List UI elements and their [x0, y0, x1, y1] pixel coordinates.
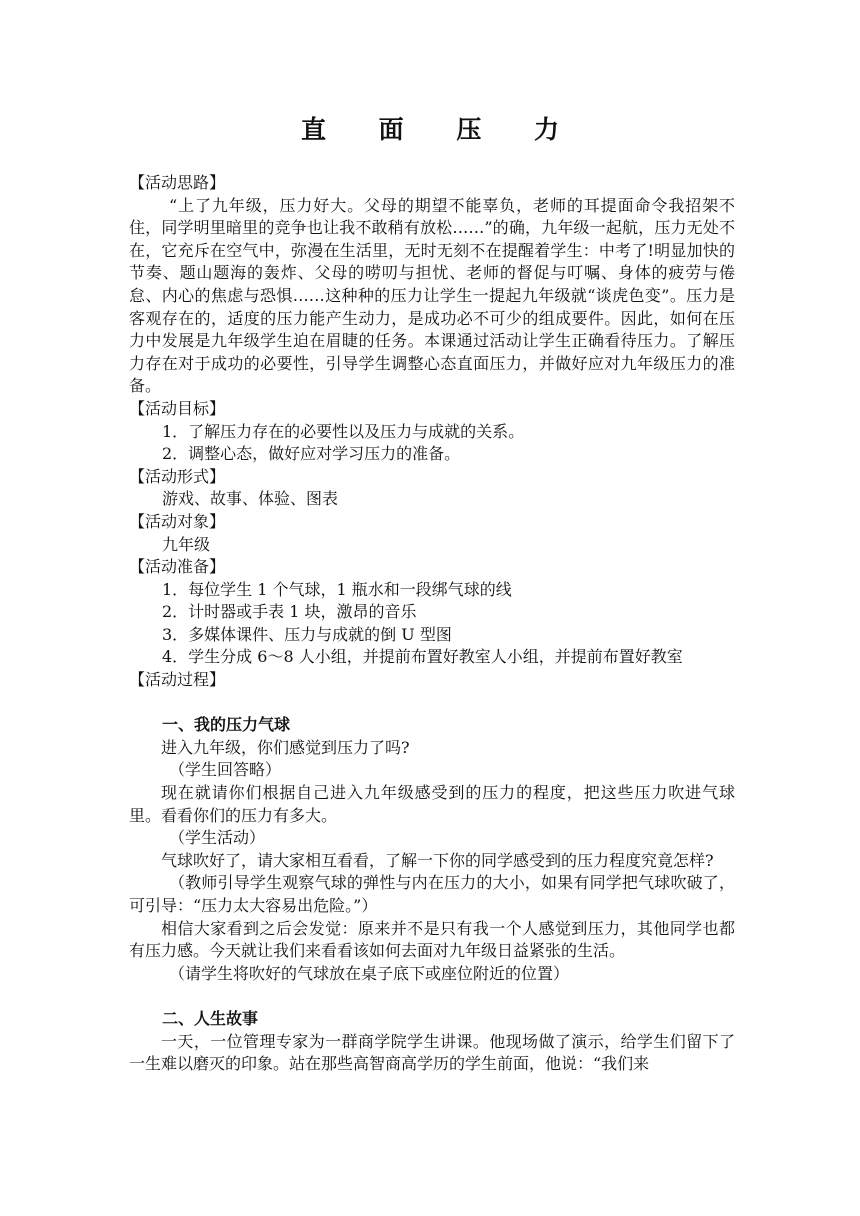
idea-paragraph: “上了九年级，压力好大。父母的期望不能辜负，老师的耳提面命令我招架不住，同学明里暗里的竞争也让我不敢稍有放松……”的确，九年级一起航，压力无处不在，它充斥在空气中，弥漫在生活里，无时无刻不在提醒着学生：中考了!明显加快的节奏、题山题海的轰炸、父母的唠叨与担忧、老师的督促与叮嘱、身体的疲劳与倦怠、内心的焦虑与恐惧……这种种的压力让学生一提起九年级就“谈虎色变”。压力是客观存在的，适度的压力能产生动力，是成功必不可少的组成要件。因此，如何在压力中发展是九年级学生迫在眉睫的任务。本课通过活动让学生正确看待压力。了解压力存在对于成功的必要性，引导学生调整心态直面压力，并做好应对九年级压力的准备。	[129, 195, 735, 396]
part1-paragraph: 进入九年级，你们感觉到压力了吗?	[161, 737, 410, 757]
target-text: 九年级	[162, 534, 211, 554]
part2-heading: 二、人生故事	[162, 1008, 259, 1028]
part1-note: （学生回答略）	[169, 760, 282, 780]
section-heading-idea: 【活动思路】	[129, 173, 226, 192]
section-heading-goals: 【活动目标】	[129, 398, 226, 418]
part1-note: （请学生将吹好的气球放在桌子底下或座位附近的位置）	[169, 963, 570, 983]
part1-paragraph: 气球吹好了，请大家相互看看，了解一下你的同学感受到的压力程度究竟怎样?	[161, 850, 714, 870]
part1-paragraph: 现在就请你们根据自己进入九年级感受到的压力的程度，把这些压力吹进气球里。看看你们的压力有多大。	[129, 783, 735, 825]
part1-paragraph: （教师引导学生观察气球的弹性与内在压力的大小，如果有同学把气球吹破了，可引导：“压力太大容易出危险。”）	[129, 873, 735, 915]
form-text: 游戏、故事、体验、图表	[162, 489, 339, 509]
section-heading-process: 【活动过程】	[129, 670, 226, 690]
goal-item: 2．调整心态，做好应对学习压力的准备。	[162, 444, 461, 464]
prep-item: 2．计时器或手表 1 块，激昂的音乐	[162, 602, 417, 622]
part2-paragraph: 一天，一位管理专家为一群商学院学生讲课。他现场做了演示，给学生们留下了一生难以磨灭的印象。站在那些高智商高学历的学生前面，他说：“我们来	[129, 1031, 735, 1074]
section-heading-target: 【活动对象】	[129, 511, 226, 531]
document-body	[129, 172, 735, 1076]
part1-paragraph: 相信大家看到之后会发觉：原来并不是只有我一个人感觉到压力，其他同学也都有压力感。今天就让我们来看看该如何去面对九年级日益紧张的生活。	[129, 918, 735, 961]
document-title: 直 面 压 力	[300, 115, 582, 144]
goal-item: 1．了解压力存在的必要性以及压力与成就的关系。	[162, 421, 525, 441]
prep-item: 1．每位学生 1 个气球，1 瓶水和一段绑气球的线	[162, 579, 512, 599]
section-heading-form: 【活动形式】	[129, 466, 226, 486]
section-heading-prep: 【活动准备】	[129, 557, 226, 577]
part1-note: （学生活动）	[169, 828, 266, 848]
prep-item: 4．学生分成 6～8 人小组，并提前布置好教室人小组，并提前布置好教室	[162, 647, 683, 667]
prep-item: 3．多媒体课件、压力与成就的倒 U 型图	[162, 624, 452, 644]
part1-heading: 一、我的压力气球	[162, 715, 291, 735]
